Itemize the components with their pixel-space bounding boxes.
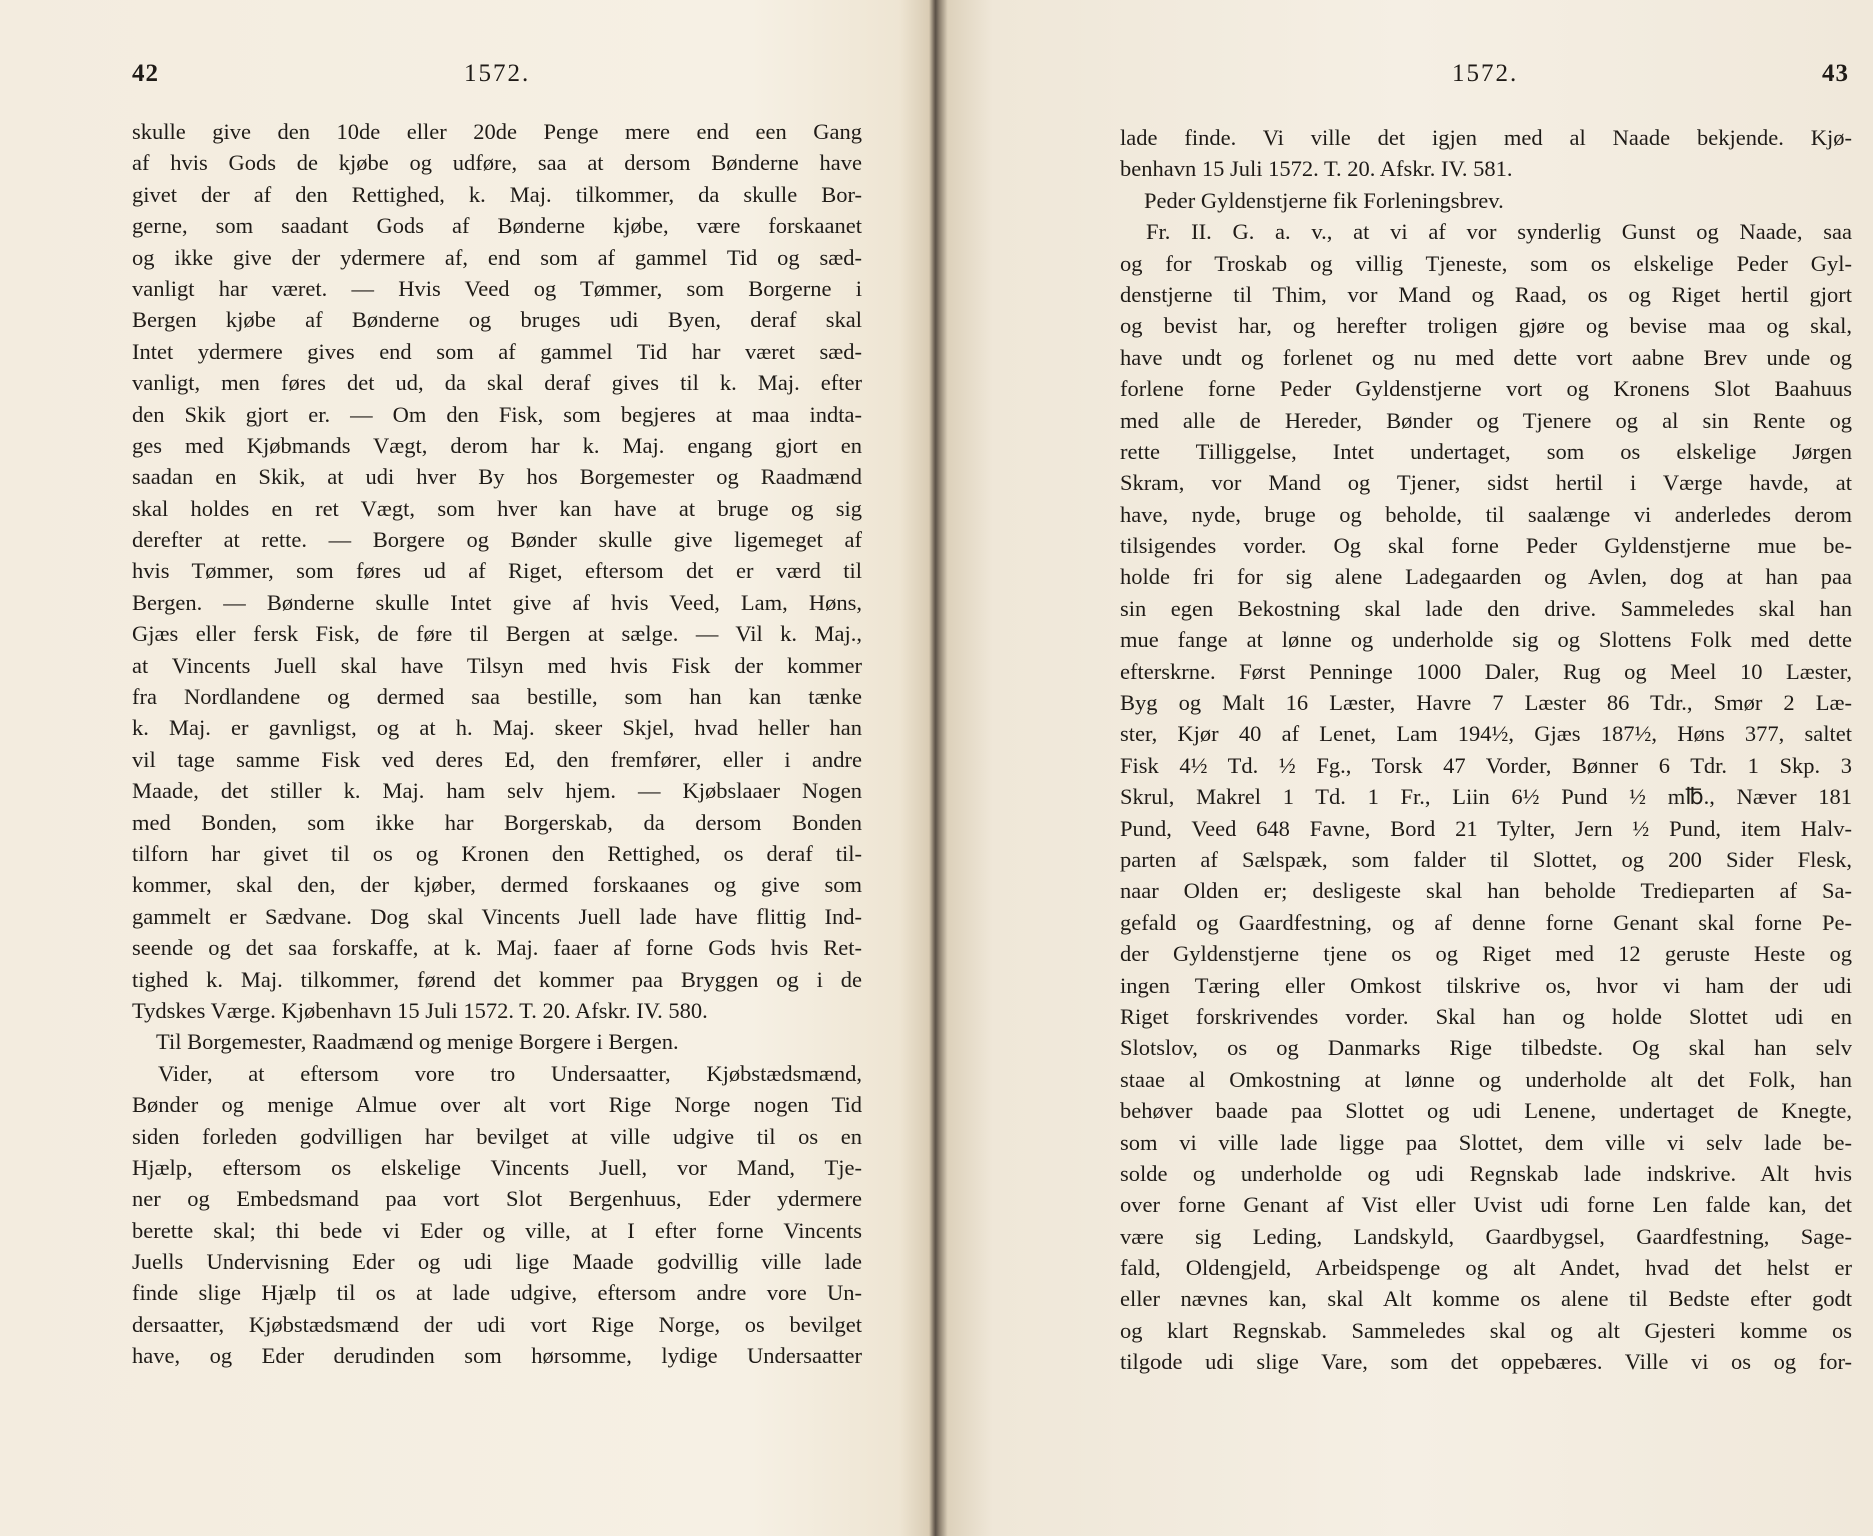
text-line: have, og Eder derudinden som hørsomme, lydige Undersaatter bbox=[132, 1343, 862, 1369]
text-line: den Skik gjort er. — Om den Fisk, som begjeres at maa indta- bbox=[132, 401, 862, 427]
text-line: ges med Kjøbmands Vægt, derom har k. Maj. engang gjort en bbox=[132, 432, 862, 458]
page-text bbox=[132, 116, 862, 1372]
text-line: Bergen. — Bønderne skulle Intet give af hvis Veed, Lam, Høns, bbox=[132, 589, 862, 615]
letter-heading: Til Borgemester, Raadmænd og menige Borgere i Bergen. bbox=[156, 1029, 679, 1055]
text-line: denstjerne til Thim, vor Mand og Raad, os og Riget hertil gjort bbox=[1120, 281, 1852, 307]
text-line: berette skal; thi bede vi Eder og ville, at I efter forne Vincents bbox=[132, 1217, 862, 1243]
text-line: Vider, at eftersom vore tro Undersaatter, Kjøbstædsmænd, bbox=[158, 1060, 862, 1086]
text-line: saadan en Skik, at udi hver By hos Borgemester og Raadmænd bbox=[132, 464, 862, 490]
text-line: af hvis Gods de kjøbe og udføre, saa at dersom Bønderne have bbox=[132, 150, 862, 176]
text-line: Skram, vor Mand og Tjener, sidst hertil i Værge havde, at bbox=[1120, 470, 1852, 496]
text-line: tilgode udi slige Vare, som det oppebæres. Ville vi os og for- bbox=[1120, 1349, 1852, 1375]
page-number: 42 bbox=[132, 60, 159, 87]
text-line: have undt og forlenet og nu med dette vort aabne Brev unde og bbox=[1120, 344, 1852, 370]
page-number: 43 bbox=[1822, 60, 1849, 87]
text-line: derefter at rette. — Borgere og Bønder skulle give ligemeget af bbox=[132, 527, 862, 553]
text-line: at Vincents Juell skal have Tilsyn med hvis Fisk der kommer bbox=[132, 652, 862, 678]
text-line: ster, Kjør 40 af Lenet, Lam 194½, Gjæs 187½, Høns 377, saltet bbox=[1120, 721, 1852, 747]
text-line: solde og underholde og udi Regnskab lade indskrive. Alt hvis bbox=[1120, 1160, 1852, 1186]
text-line: Fr. II. G. a. v., at vi af vor synderlig Gunst og Naade, saa bbox=[1146, 219, 1852, 245]
text-line: Skrul, Makrel 1 Td. 1 Fr., Liin 6½ Pund ½ m℔., Næver 181 bbox=[1120, 784, 1852, 810]
text-line: der Gyldenstjerne tjene os og Riget med 12 geruste Heste og bbox=[1120, 941, 1852, 967]
text-line: eller nævnes kan, skal Alt komme os alene til Bedste efter godt bbox=[1120, 1286, 1852, 1312]
text-line: og klart Regnskab. Sammeledes skal og alt Gjesteri komme os bbox=[1120, 1317, 1852, 1343]
text-line: Juells Undervisning Eder og udi lige Maade godvillig ville lade bbox=[132, 1249, 862, 1275]
text-line: gammelt er Sædvane. Dog skal Vincents Juell lade have flittig Ind- bbox=[132, 903, 862, 929]
text-line: givet der af den Rettighed, k. Maj. tilkommer, da skulle Bor- bbox=[132, 181, 862, 207]
text-line: Fisk 4½ Td. ½ Fg., Torsk 47 Vorder, Bønner 6 Tdr. 1 Skp. 3 bbox=[1120, 752, 1852, 778]
text-line: Riget forskrivendes vorder. Skal han og holde Slottet udi en bbox=[1120, 1003, 1852, 1029]
text-line: Tydskes Værge. Kjøbenhavn 15 Juli 1572. T. 20. Afskr. IV. 580. bbox=[132, 997, 708, 1023]
text-line: ingen Tæring eller Omkost tilskrive os, hvor vi ham der udi bbox=[1120, 972, 1852, 998]
text-line: være sig Leding, Landskyld, Gaardbygsel, Gaardfestning, Sage- bbox=[1120, 1223, 1852, 1249]
text-line: dersaatter, Kjøbstædsmænd der udi vort Rige Norge, os bevilget bbox=[132, 1311, 862, 1337]
text-line: Slotslov, os og Danmarks Rige tilbedste. Og skal han selv bbox=[1120, 1035, 1852, 1061]
text-line: vil tage samme Fisk ved deres Ed, den fremfører, eller i andre bbox=[132, 746, 862, 772]
text-line: Maade, det stiller k. Maj. ham selv hjem. — Kjøbslaaer Nogen bbox=[132, 778, 862, 804]
text-line: behøver baade paa Slottet og udi Lenene, undertaget de Knegte, bbox=[1120, 1098, 1852, 1124]
text-line: Bergen kjøbe af Bønderne og bruges udi Byen, deraf skal bbox=[132, 307, 862, 333]
text-line: gefald og Gaardfestning, og af denne forne Genant skal forne Pe- bbox=[1120, 909, 1852, 935]
text-line: tilsigendes vorder. Og skal forne Peder Gyldenstjerne mue be- bbox=[1120, 533, 1852, 559]
text-line: rette Tilliggelse, Intet undertaget, som os elskelige Jørgen bbox=[1120, 438, 1852, 464]
left-page bbox=[0, 0, 930, 1536]
text-line: holde fri for sig alene Ladegaarden og Avlen, dog at han paa bbox=[1120, 564, 1852, 590]
text-line: tilforn har givet til os og Kronen den Rettighed, os deraf til- bbox=[132, 840, 862, 866]
text-line: Intet ydermere gives end som af gammel Tid har været sæd- bbox=[132, 338, 862, 364]
text-line: Bønder og menige Almue over alt vort Rige Norge nogen Tid bbox=[132, 1092, 862, 1118]
text-line: naar Olden er; desligeste skal han beholde Tredieparten af Sa- bbox=[1120, 878, 1852, 904]
text-line: fald, Oldengjeld, Arbeidspenge og alt Andet, hvad det helst er bbox=[1120, 1255, 1852, 1281]
text-line: seende og det saa forskaffe, at k. Maj. faaer af forne Gods hvis Ret- bbox=[132, 935, 862, 961]
text-line: og ikke give der ydermere af, end som af gammel Tid og sæd- bbox=[132, 244, 862, 270]
text-line: vanligt, men føres det ud, da skal deraf gives til k. Maj. efter bbox=[132, 370, 862, 396]
text-line: skulle give den 10de eller 20de Penge mere end een Gang bbox=[132, 119, 862, 144]
text-line: Pund, Veed 648 Favne, Bord 21 Tylter, Jern ½ Pund, item Halv- bbox=[1120, 815, 1852, 841]
text-line: forlene forne Peder Gyldenstjerne vort og Kronens Slot Baahuus bbox=[1120, 376, 1852, 402]
text-line: staae al Omkostning at lønne og underholde alt det Folk, han bbox=[1120, 1066, 1852, 1092]
letter-heading: Peder Gyldenstjerne fik Forleningsbrev. bbox=[1144, 187, 1504, 213]
text-line: skal holdes en ret Vægt, som hver kan have at bruge og sig bbox=[132, 495, 862, 521]
text-line: vanligt har været. — Hvis Veed og Tømmer, som Borgerne i bbox=[132, 275, 862, 301]
year-header: 1572. bbox=[464, 60, 531, 87]
text-line: ner og Embedsmand paa vort Slot Bergenhuus, Eder ydermere bbox=[132, 1186, 862, 1212]
text-line: fra Nordlandene og dermed saa bestille, som han kan tænke bbox=[132, 684, 862, 710]
text-line: finde slige Hjælp til os at lade udgive, eftersom andre vore Un- bbox=[132, 1280, 862, 1306]
text-line: hvis Tømmer, som føres ud af Riget, eftersom det er værd til bbox=[132, 558, 862, 584]
text-line: lade finde. Vi ville det igjen med al Naade bekjende. Kjø- bbox=[1120, 125, 1852, 150]
text-line: sin egen Bekostning skal lade den drive. Sammeledes skal han bbox=[1120, 595, 1852, 621]
text-line: med alle de Hereder, Bønder og Tjenere og al sin Rente og bbox=[1120, 407, 1852, 433]
text-line: siden forleden godvilligen har bevilget at ville udgive til os en bbox=[132, 1123, 862, 1149]
text-line: og bevist har, og herefter troligen gjøre og bevise maa og skal, bbox=[1120, 313, 1852, 339]
text-line: have, nyde, bruge og beholde, til saalænge vi anderledes derom bbox=[1120, 501, 1852, 527]
text-line: mue fange at lønne og underholde sig og Slottens Folk med dette bbox=[1120, 627, 1852, 653]
text-line: og for Troskab og villig Tjeneste, som os elskelige Peder Gyl- bbox=[1120, 250, 1852, 276]
text-line: over forne Genant af Vist eller Uvist udi forne Len falde kan, det bbox=[1120, 1192, 1852, 1218]
text-line: kommer, skal den, der kjøber, dermed forskaanes og give som bbox=[132, 872, 862, 898]
right-page bbox=[1000, 0, 1873, 1536]
text-line: tighed k. Maj. tilkommer, førend det kommer paa Bryggen og i de bbox=[132, 966, 862, 992]
text-line: gerne, som saadant Gods af Bønderne kjøbe, være forskaanet bbox=[132, 213, 862, 239]
text-line: efterskrne. Først Penninge 1000 Daler, Rug og Meel 10 Læster, bbox=[1120, 658, 1852, 684]
text-line: som vi ville lade ligge paa Slottet, dem ville vi selv lade be- bbox=[1120, 1129, 1852, 1155]
page-text bbox=[1120, 122, 1852, 1378]
text-line: Gjæs eller fersk Fisk, de føre til Bergen at sælge. — Vil k. Maj., bbox=[132, 621, 862, 647]
year-header: 1572. bbox=[1452, 60, 1519, 87]
text-line: parten af Sælspæk, som falder til Slottet, og 200 Sider Flesk, bbox=[1120, 846, 1852, 872]
text-line: benhavn 15 Juli 1572. T. 20. Afskr. IV. 581. bbox=[1120, 156, 1513, 182]
text-line: k. Maj. er gavnligst, og at h. Maj. skeer Skjel, hvad heller han bbox=[132, 715, 862, 741]
text-line: Hjælp, eftersom os elskelige Vincents Juell, vor Mand, Tje- bbox=[132, 1154, 862, 1180]
text-line: Byg og Malt 16 Læster, Havre 7 Læster 86 Tdr., Smør 2 Læ- bbox=[1120, 690, 1852, 716]
text-line: med Bonden, som ikke har Borgerskab, da dersom Bonden bbox=[132, 809, 862, 835]
